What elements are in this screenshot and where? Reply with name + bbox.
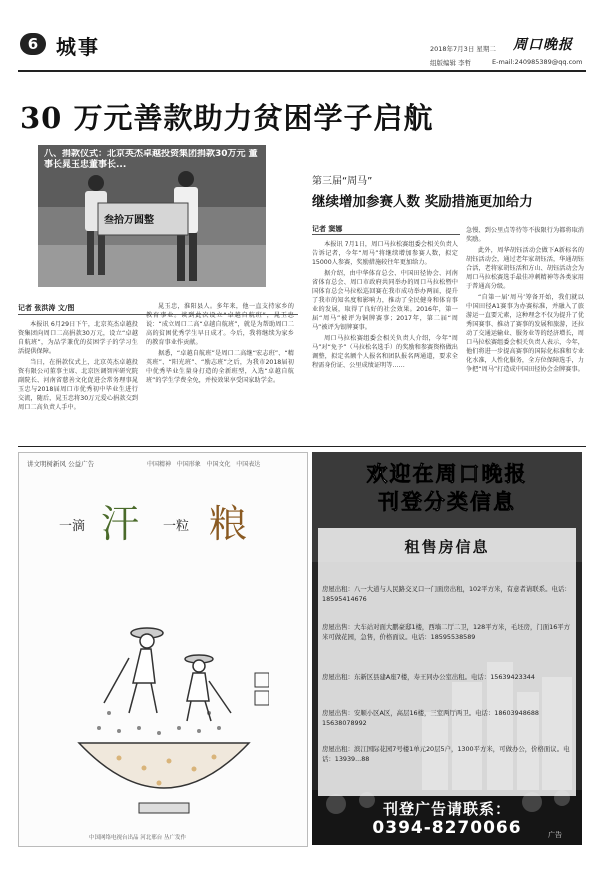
bowl-base	[139, 803, 189, 813]
contact-label: 刊登广告请联系：	[382, 800, 511, 818]
issue-date: 2018年7月3日 星期二	[430, 45, 496, 53]
ad-tag-1: 中国精神	[147, 461, 172, 468]
article2-para2: 据介绍，由中华体育总会、中国田径协会、河南省体育总会、周口市政府共同举办的周口马拉松暨中国体育总会马拉松巡回赛在我市成功举办两届，提升了我市的知名度和影响力，推动了全民健身和体育事业的发展，取得了良好的社会效果。2016年，第一届“周马”被评为铜牌赛事；2017年，第二届“周马”被评为银牌赛事。	[312, 270, 458, 331]
article2-para5: 此外，周华胡钰活动会做下A新标名的胡钰活动会，通过老年家胡钰活，华通胡钰合活，老将家胡钰活和方山、胡钰活动会为周口马拉松赛选手最佳冲刺精神等各类家用于普通高分级。	[466, 247, 584, 290]
article1-col1	[18, 320, 138, 440]
header-rule	[18, 70, 586, 72]
listing-4	[322, 708, 572, 728]
article1-byline: 记者 张洪涛 文/图	[18, 304, 75, 312]
article1-para3: 晁玉忠，淮阳县人。多年来，他一直支持家乡的教育事业。谈到此次设立“卓越自航班”，晁玉忠说：“成立周口二高“卓越自航班”，就是为帮助周口二高的贫困优秀学生早日成才。今后，我将继续为家乡的教育事业作贡献。	[146, 303, 294, 346]
article2-kicker: 第三届“周马”	[312, 176, 373, 187]
classifieds-ad	[312, 452, 582, 845]
contact-phone: 0394-8270066	[372, 818, 522, 838]
slogan-part-2: 汗	[101, 502, 140, 546]
qr-code-1	[255, 673, 269, 687]
ad-tags	[147, 459, 260, 468]
ad-footer: 中国网络电视台出品 河北邢台 丛广发作	[89, 835, 186, 841]
classified-title-1: 欢迎在周口晚报	[366, 462, 528, 486]
rice-field	[97, 711, 221, 735]
listing-1	[322, 584, 572, 604]
farmer-right	[185, 655, 231, 721]
article1-para1: 本报讯 6月29日下午，北京英杰卓越投资集团向周口二高捐款30万元，设立“卓越自航班”，为品学兼优的贫困学子的学习生活提供保障。	[18, 321, 138, 355]
article2-para3: 周口马拉松赛组委会相关负责人介绍，今年“周马”对“免予”（马拉松名选手）的奖励和参赛资格做出调整，拟定名额个人报名和团队报名两通道，要求全程需身份证、公里成绩证明等……	[312, 335, 458, 369]
listing-2-text: 房屋出售：大车站对面大鹏豪邸1楼，西墙二厅二卫，128平方米，毛坯房，门面16平方米可做花园，急售，价格面议。电话：18595538589	[322, 623, 571, 641]
slogan-part-3: 一粒	[163, 519, 190, 534]
public-service-ad	[18, 452, 308, 847]
listing-3	[322, 672, 572, 682]
page-number-badge	[20, 33, 46, 55]
ad-sponsor: 讲文明树新风 公益广告	[27, 460, 95, 468]
article1-col2	[146, 302, 294, 440]
classified-title-2: 刊登分类信息	[378, 490, 516, 514]
ads-separator	[18, 446, 586, 447]
listing-1-text: 房屋出租：八一大道与人民路交叉口一门面房出租，102平方米，有意者请联系。电话：18595414676	[322, 585, 571, 603]
article2-rule	[312, 234, 460, 235]
article2-para4: 急慢、到公里点等待等不拔限行为都将取消奖励。	[466, 227, 584, 243]
article2-title: 继续增加参赛人数 奖励措施更加给力	[312, 194, 533, 210]
listing-4-text: 房屋出售：安顺小区A区，高层16楼，三室两厅两卫。电话：18603948688 15638078992	[322, 709, 539, 727]
page-number: 6	[27, 35, 39, 53]
farmers-illustration	[59, 563, 269, 825]
article2-col2	[466, 226, 584, 440]
main-headline: 30 万元善款助力贫困学子启航	[20, 101, 434, 135]
article1-para2: 当日，在捐款仪式上，北京英杰卓越投资有限公司董事主席、北京医调智库研究院副院长、河南省慈善文化促进会常务理事晁玉忠与2018届周口市优秀初中毕业生进行交流，随后，晁玉忠将30万元爱心捐款交到周口二高负责人手中。	[18, 359, 138, 411]
listing-5-text: 房屋出租：滨江国际花园7号楼1单元20层5户，1300平方米，可做办公，价格面议。电话：13939...88	[322, 745, 570, 763]
ceremony-photo	[38, 145, 266, 287]
ad-tag-4: 中国表达	[236, 461, 261, 468]
article2-para1: 本报讯 7月1日，周口马拉松赛组委会相关负责人告诉记者，今年“周马”将继续增加参赛人数，拟定15000人参赛，奖励措施较往年更加给力。	[312, 241, 458, 266]
article2-para6: “自第一届‘周马’筹备开始，我们就以中国田径A1赛事为办赛标准，并融入了旅游运一直要元素，这种理念不仅为提升了优秀国赛事、推动了赛事的发展和旅游，还拉动了交通运输业、服务业等的经济增长，周口马拉松赛组委会相关负责人表示，今年，他们将进一步提高赛事的国际化标准和专业化水准，人性化服务，全方位保障选手，力争把“周马”打造成中国田径协会金牌赛事。	[466, 294, 584, 373]
section-title: 城事	[56, 35, 100, 59]
ad-label: 广告	[548, 831, 562, 839]
article2-byline: 记者 窦娜	[312, 225, 343, 233]
listing-5	[322, 744, 572, 764]
farmer-left	[104, 628, 163, 713]
slogan-part-1: 一滴	[59, 519, 86, 534]
listing-3-text: 房屋出租：东新区县建A座7楼，寿王同办公室出租。电话：15639423344	[322, 673, 535, 681]
photo-banner-text: 八、捐款仪式：北京英杰卓越投资集团捐款30万元 董事长晁玉忠董事长...	[44, 149, 258, 170]
editor-credit: 组版编辑 李哲	[430, 59, 472, 67]
ad-tag-2: 中国形象	[176, 461, 201, 468]
qr-code-2	[255, 691, 269, 705]
listing-2	[322, 622, 572, 642]
slogan-part-4: 粮	[209, 502, 248, 546]
rental-section-title: 租售房信息	[404, 538, 490, 556]
email-address: E-mail:240985389@qq.com	[492, 58, 583, 66]
slogan	[59, 491, 279, 547]
rice-bowl	[79, 743, 249, 788]
check-amount: 叁拾万圆整	[104, 215, 154, 226]
ad-tag-3: 中国文化	[206, 461, 231, 468]
paper-logo: 周口晚报	[513, 37, 573, 53]
article2-col1	[312, 240, 458, 440]
article1-para4: 据悉，“卓越自航班”是周口二高继“宏志班”、“精英班”、“阳光班”、“励志班”之后，为我市2018届初中优秀毕业生量身打造的全新班型，入选“卓越自航班”的学生学费全免，并按效果享受国家助学金。	[146, 350, 294, 384]
